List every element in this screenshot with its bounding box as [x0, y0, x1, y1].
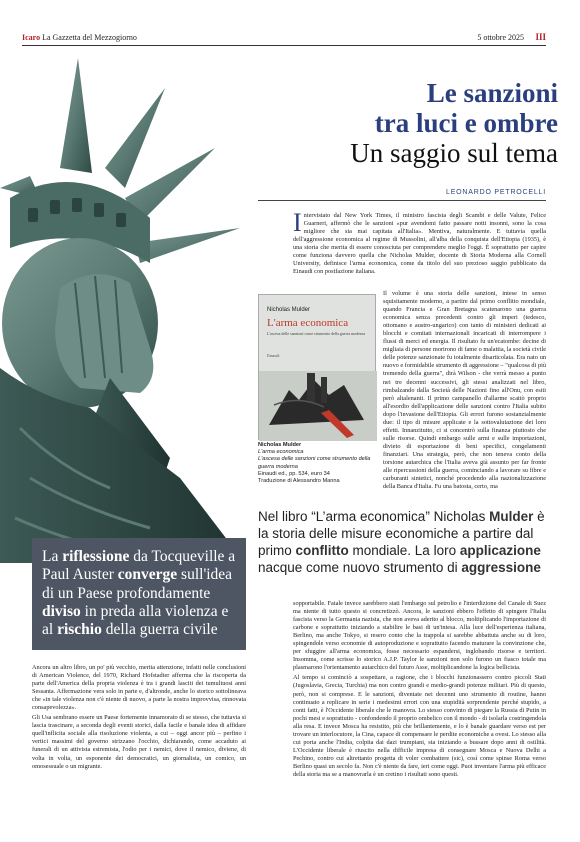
publication-name: La Gazzetta del Mezzogiorno — [42, 33, 137, 42]
author-byline: LEONARDO PETROCELLI — [446, 189, 546, 196]
byline-divider — [258, 200, 546, 201]
pull-emphasis: Mulder — [489, 509, 534, 524]
box-text: in preda alla violenza e al — [42, 602, 229, 639]
pull-emphasis: aggressione — [461, 560, 541, 575]
statue-of-liberty-image — [0, 48, 255, 563]
article-column-lower — [293, 600, 546, 828]
box-text: da Tocqueville a Paul Auster — [42, 548, 236, 584]
headline-block — [258, 78, 558, 168]
box-emphasis: rischio — [57, 621, 102, 639]
highlight-box — [32, 538, 246, 650]
caption-subtitle: L'ascesa delle sanzioni come strumento della guerra moderna — [258, 456, 371, 470]
cover-author: Nicholas Mulder — [267, 307, 311, 313]
book-cover — [258, 294, 376, 440]
headline-line-2: tra luci e ombre — [374, 108, 558, 138]
column-paragraph: Al tempo si cominciò a sospettare, a ragione, che i blocchi funzionassero contro piccoli Stati (Jugoslavia, Grecia, Turchia) ma non contro grandi e medio-grandi potenze militari. Più di questo, però, non si comprese. E le sanzioni, diventate nei decenni uno strumento di routine, hanno continuato a replicare in serie i medesimi errori con una stupidità sorprendente perché stupido, a conti fatti, è l'Occidente liberale che le manovra. Lo stesso convinto di piegare la Russia di Putin in pochi mesi e soprattutto - confondendo il proprio ombelico con il mondo - di isolarla costringendola alla resa. E invece Mosca ha resistito, più che brillantemente, e lo è banale guardare verso est per trovare un interlocutore, la Cina, capace di compensare le perdite economiche a ovest. Lo stesso alla cui porta anche l'India, colpita dai dazi trumpiani, sta iniziando a bussare dopo anni di ostilità. L'Occidente liberale è riuscito nella difficile impresa di consegnare Mosca e Nuova Delhi a Pechino, contro cui altrettanto progetta di voler combattere (sic), così come spinse Roma verso Berlino quasi un secolo fa. Non c'è niente da fare, ieri come oggi. Puoi inventare l'arma più efficace della storia ma se a manovrarla è un cretino i risultati sono questi. — [293, 674, 546, 778]
cover-publisher: Einaudi — [267, 353, 280, 358]
page-number: III — [535, 32, 546, 42]
book-caption — [258, 442, 378, 485]
pull-quote — [258, 508, 548, 576]
column-paragraph: Gli Usa sembrano essere un Paese fortemente innamorato di se stesso, che tuttavia si lascia trascinare, a seconda degli eventi storici, dalla facile e banale idea di affidare quell'inflicita sociale alla risoluzione violenta, a cui – oggi ancor più – perfino i vertici massimi del governo strizzano l'occhio, dichiarando, come accaduto ai funerali di un attivista estremista, l'odio per i nemici, dove il nemico, diviene, di volta in volta, un esponente dei democratici, un giornalista, un comico, un omosessuale o un migrante. — [32, 714, 246, 770]
box-text: della guerra civile — [101, 621, 218, 639]
box-emphasis: converge — [117, 566, 178, 584]
headline-line-1: Le sanzioni — [426, 78, 558, 108]
pull-text: nacque come nuovo strumento di — [258, 560, 462, 575]
pull-text: è la storia delle misure economiche a partire dal primo — [258, 509, 545, 558]
caption-title: L'arma economica — [258, 449, 304, 456]
column-paragraph: sopportabile. Fatale invece sarebbero stati l'embargo sul petrolio e l'interdizione del Canale di Suez ma niente di tutto questo si concretizzò. Ancora, le sanzioni ebbero l'effetto di spingere l'Italia fascista verso la Germania nazista, che non aveva aderito al blocco, moltiplicando l'importazione di carbone e soprattutto iniziando a stabilire le basi di un'intesa. Alla luce dell'esperienza italiana, Berlino, ma anche Tokyo, si resero conto che la trappola si sarebbe abbattuta anche su di loro, spingendole verso economie di autoproduzione e soprattutto facendo maturare la convinzione che, per sfuggire all'arma economica, fosse necessario espandersi, inglobando risorse e territori. Insomma, come scrisse lo storico A.J.P. Taylor le sanzioni non solo furono un fiasco totale ma plasmarono l'orientamento autarchico del futuro Asse, moltiplicandone la logica bellicista. — [293, 600, 546, 672]
section-name: Icaro — [22, 33, 41, 42]
pull-text: Nel libro “L’arma economica” Nicholas — [258, 509, 490, 524]
box-text: La — [42, 548, 63, 565]
drop-cap: I — [293, 208, 302, 237]
box-text: sull'idea di un Paese profondamente — [42, 566, 233, 602]
pull-text: mondiale. La loro — [348, 543, 460, 558]
caption-translator: Traduzione di Alessandro Manna — [258, 478, 340, 485]
page-header — [22, 32, 546, 46]
intro-text: ntervistato dal New York Times, il ministro fascista degli Scambi e delle Valute, Felice Guarneri, affermò che le sanzioni «pur avendomi fatto passare notti insonni, sono la cosa migliore che sia mai capitata all'Italia». Mentiva, naturalmente. E tuttavia quella dell'aggressione economica al regime di Mussolini, all'alba della conquista dell'Etiopia (1935), è una storia che merita di essere conosciuta per comprendere meglio l'oggi. È soprattutto per capire come funziona davvero quella che Nicholas Mulder, docente di Storia Moderna alla Cornell University, definisce l'arma economica, come da titolo del suo prezioso saggio pubblicato da Einaudi con postfazione italiana. — [293, 212, 546, 276]
caption-details: Einaudi ed., pp. 534, euro 34 — [258, 470, 330, 477]
caption-author: Nicholas Mulder — [258, 442, 302, 448]
cover-subtitle: L'ascesa delle sanzioni come strumento della guerra moderna — [267, 331, 366, 336]
pull-emphasis: applicazione — [459, 543, 541, 558]
headline-subtitle: Un saggio sul tema — [350, 138, 558, 168]
issue-date: 5 ottobre 2025 — [477, 33, 524, 42]
cover-title: L'arma economica — [267, 317, 349, 329]
article-column-left — [32, 664, 246, 824]
column-paragraph: Ancora un altro libro, un po' più vecchio, merita attenzione, infatti nelle conclusioni di American Violence, del 1970, Richard Hofstadter afferma che la riscoperta da parte dell'America della propria violenza è tra i grandi lasciti dei tumultuosi anni Sessanta. Affermazione vera solo in parte e, d'altronde, anche lo storico sottolineava che «in tale violenza non c'è niente di nuovo, a parte la nostra improvvisa, rinnovata consapevolezza». — [32, 664, 246, 712]
box-emphasis: riflessione — [62, 548, 130, 565]
column-paragraph: Il volume è una storia delle sanzioni, intese in senso squisitamente moderno, a partire dal primo conflitto mondiale, quando Francia e Gran Bretagna scatenarono una guerra economica senza precedenti contro gli imperi (tedesco, ottomano e austro-ungarico) con tanto di ministeri dedicati ai blocchi e comitati internazionali incaricati di interrompere i flussi di merci ed energia. Il risultato fu un'ecatombe: decine di migliaia di persone morirono di fame o malattia, la società civile delle potenze sanzionate fu totalmente disarticolata. Era nato un nuovo e formidabile strumento di aggressione – "qualcosa di più tremendo della guerra", dirà Wilson - che verrà messo a punto nei tre decenni successivi, gli stessi analizzati nel libro, rimbalzando dalla Società delle Nazioni fino all'Onu, con esiti però altalenanti. Il primo campanello d'allarme scattò proprio all'esordio dell'applicazione delle sanzioni contro l'Italia subito dopo l'invasione dell'Etiopia. Gli errori furono sostanzialmente due: il tipo di misure applicate e la sottovalutazione dei loro effetti. Innanzitutto, ci si concentrò sulla finanza piuttosto che sulle risorse. Quindi embargo sulle armi e sulle importazioni, divieto di esportazione di beni specifici, congelamenti finanziari. Una strategia, però, che non teneva conto della torsione autarchica che l'Italia aveva già assunto per far fronte alle ripercussioni della guerra, cominciando a lavorare su fibre e carburanti sintetici, nonché procedendo alla nazionalizzazione della Banca d'Italia. Fu una batosta, certo, ma — [383, 290, 546, 491]
article-column-upper — [383, 290, 546, 520]
pull-emphasis: conflitto — [295, 543, 349, 558]
header-left — [22, 33, 137, 42]
box-emphasis: diviso — [42, 602, 81, 620]
article-intro — [293, 208, 546, 287]
